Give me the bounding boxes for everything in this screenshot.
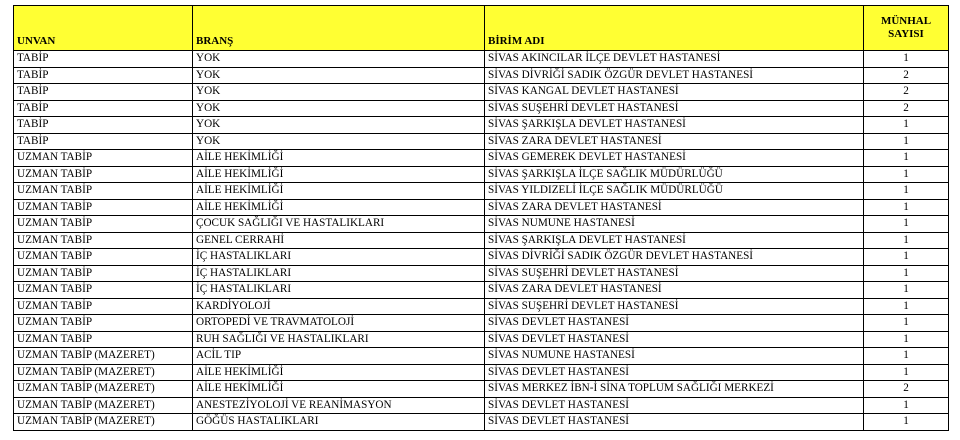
cell-munhal-sayisi: 1 [864,348,949,365]
cell-birim-adi: SİVAS MERKEZ İBN-İ SİNA TOPLUM SAĞLIĞI MERKEZİ [485,381,864,398]
cell-brans: ANESTEZİYOLOJİ VE REANİMASYON [193,397,485,414]
cell-brans: YOK [193,67,485,84]
cell-unvan: UZMAN TABİP [14,282,193,299]
table-body [14,51,949,431]
cell-unvan: UZMAN TABİP [14,298,193,315]
cell-munhal-sayisi: 1 [864,315,949,332]
cell-brans: YOK [193,117,485,134]
cell-brans: İÇ HASTALIKLARI [193,282,485,299]
table-row [14,381,949,398]
cell-birim-adi: SİVAS DEVLET HASTANESİ [485,414,864,431]
table-row [14,216,949,233]
cell-munhal-sayisi: 1 [864,232,949,249]
table-header [14,6,949,51]
cell-brans: AİLE HEKİMLİĞİ [193,150,485,167]
cell-unvan: UZMAN TABİP [14,315,193,332]
cell-munhal-sayisi: 1 [864,298,949,315]
cell-birim-adi: SİVAS SUŞEHRİ DEVLET HASTANESİ [485,298,864,315]
cell-birim-adi: SİVAS DİVRİĞİ SADIK ÖZGÜR DEVLET HASTANESİ [485,249,864,266]
cell-birim-adi: SİVAS DEVLET HASTANESİ [485,315,864,332]
table-row [14,232,949,249]
table-row [14,298,949,315]
cell-unvan: UZMAN TABİP [14,166,193,183]
cell-brans: KARDİYOLOJİ [193,298,485,315]
table-row [14,183,949,200]
cell-birim-adi: SİVAS AKINCILAR İLÇE DEVLET HASTANESİ [485,51,864,68]
cell-birim-adi: SİVAS DEVLET HASTANESİ [485,397,864,414]
cell-unvan: UZMAN TABİP [14,232,193,249]
cell-brans: AİLE HEKİMLİĞİ [193,381,485,398]
table-row [14,265,949,282]
cell-munhal-sayisi: 1 [864,414,949,431]
cell-munhal-sayisi: 1 [864,150,949,167]
cell-birim-adi: SİVAS DİVRİĞİ SADIK ÖZGÜR DEVLET HASTANESİ [485,67,864,84]
cell-birim-adi: SİVAS GEMEREK DEVLET HASTANESİ [485,150,864,167]
table-row [14,150,949,167]
cell-brans: YOK [193,51,485,68]
header-row [14,6,949,51]
vacancy-table [13,5,949,431]
cell-unvan: UZMAN TABİP [14,199,193,216]
cell-munhal-sayisi: 1 [864,331,949,348]
cell-birim-adi: SİVAS SUŞEHRİ DEVLET HASTANESİ [485,100,864,117]
table-row [14,51,949,68]
header-munhal-line2: SAYISI [888,27,924,40]
cell-munhal-sayisi: 1 [864,117,949,134]
table-row [14,166,949,183]
cell-munhal-sayisi: 2 [864,84,949,101]
cell-unvan: UZMAN TABİP [14,150,193,167]
cell-munhal-sayisi: 2 [864,100,949,117]
cell-munhal-sayisi: 1 [864,397,949,414]
table-row [14,331,949,348]
cell-birim-adi: SİVAS DEVLET HASTANESİ [485,364,864,381]
cell-munhal-sayisi: 1 [864,282,949,299]
cell-brans: GENEL CERRAHİ [193,232,485,249]
cell-birim-adi: SİVAS ZARA DEVLET HASTANESİ [485,133,864,150]
cell-brans: AİLE HEKİMLİĞİ [193,364,485,381]
cell-unvan: TABİP [14,67,193,84]
cell-unvan: UZMAN TABİP (MAZERET) [14,414,193,431]
cell-munhal-sayisi: 2 [864,381,949,398]
cell-birim-adi: SİVAS NUMUNE HASTANESİ [485,216,864,233]
cell-munhal-sayisi: 1 [864,249,949,266]
cell-brans: AİLE HEKİMLİĞİ [193,183,485,200]
header-munhal-line1: MÜNHAL [880,14,932,27]
cell-unvan: UZMAN TABİP [14,331,193,348]
header-unvan: UNVAN [14,6,193,51]
cell-unvan: UZMAN TABİP (MAZERET) [14,381,193,398]
cell-brans: İÇ HASTALIKLARI [193,249,485,266]
cell-unvan: UZMAN TABİP [14,249,193,266]
header-birim-adi: BİRİM ADI [485,6,864,51]
cell-brans: ORTOPEDİ VE TRAVMATOLOJİ [193,315,485,332]
cell-birim-adi: SİVAS KANGAL DEVLET HASTANESİ [485,84,864,101]
cell-birim-adi: SİVAS YILDIZELİ İLÇE SAĞLIK MÜDÜRLÜĞÜ [485,183,864,200]
table-row [14,364,949,381]
cell-unvan: UZMAN TABİP [14,183,193,200]
table-row [14,84,949,101]
cell-birim-adi: SİVAS NUMUNE HASTANESİ [485,348,864,365]
table-row [14,133,949,150]
cell-brans: İÇ HASTALIKLARI [193,265,485,282]
table-row [14,414,949,431]
cell-brans: AİLE HEKİMLİĞİ [193,166,485,183]
table-row [14,67,949,84]
cell-munhal-sayisi: 1 [864,216,949,233]
cell-birim-adi: SİVAS ŞARKIŞLA DEVLET HASTANESİ [485,232,864,249]
table-row [14,199,949,216]
cell-brans: RUH SAĞLIĞI VE HASTALIKLARI [193,331,485,348]
table-row [14,282,949,299]
cell-birim-adi: SİVAS ZARA DEVLET HASTANESİ [485,282,864,299]
cell-munhal-sayisi: 1 [864,265,949,282]
cell-munhal-sayisi: 1 [864,364,949,381]
vacancy-table-sheet [13,5,949,431]
cell-unvan: TABİP [14,117,193,134]
cell-munhal-sayisi: 1 [864,199,949,216]
cell-birim-adi: SİVAS ZARA DEVLET HASTANESİ [485,199,864,216]
cell-unvan: TABİP [14,100,193,117]
cell-unvan: UZMAN TABİP (MAZERET) [14,364,193,381]
cell-brans: AİLE HEKİMLİĞİ [193,199,485,216]
table-row [14,100,949,117]
cell-unvan: UZMAN TABİP (MAZERET) [14,397,193,414]
cell-munhal-sayisi: 2 [864,67,949,84]
cell-birim-adi: SİVAS ŞARKIŞLA İLÇE SAĞLIK MÜDÜRLÜĞÜ [485,166,864,183]
header-munhal-sayisi [864,6,949,51]
table-row [14,249,949,266]
table-row [14,397,949,414]
header-brans: BRANŞ [193,6,485,51]
cell-unvan: UZMAN TABİP (MAZERET) [14,348,193,365]
cell-brans: YOK [193,100,485,117]
cell-brans: ACİL TIP [193,348,485,365]
cell-unvan: UZMAN TABİP [14,216,193,233]
cell-brans: YOK [193,133,485,150]
cell-munhal-sayisi: 1 [864,183,949,200]
cell-birim-adi: SİVAS DEVLET HASTANESİ [485,331,864,348]
cell-unvan: TABİP [14,84,193,101]
cell-unvan: TABİP [14,133,193,150]
cell-birim-adi: SİVAS ŞARKIŞLA DEVLET HASTANESİ [485,117,864,134]
cell-birim-adi: SİVAS SUŞEHRİ DEVLET HASTANESİ [485,265,864,282]
table-row [14,117,949,134]
cell-munhal-sayisi: 1 [864,133,949,150]
table-row [14,348,949,365]
table-row [14,315,949,332]
cell-brans: YOK [193,84,485,101]
cell-unvan: UZMAN TABİP [14,265,193,282]
cell-unvan: TABİP [14,51,193,68]
cell-munhal-sayisi: 1 [864,51,949,68]
cell-brans: ÇOCUK SAĞLIĞI VE HASTALIKLARI [193,216,485,233]
cell-brans: GÖĞÜS HASTALIKLARI [193,414,485,431]
cell-munhal-sayisi: 1 [864,166,949,183]
